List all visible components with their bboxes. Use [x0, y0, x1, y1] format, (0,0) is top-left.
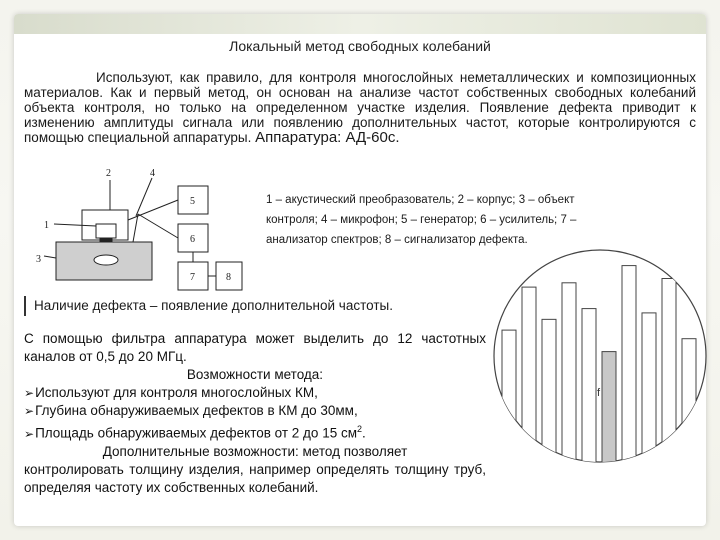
- apparatus-text: Аппаратура: АД-60с.: [255, 129, 400, 146]
- label-7: 7: [190, 272, 195, 283]
- transducer-tip: [100, 238, 112, 242]
- label-6: 6: [190, 234, 195, 245]
- decorative-header-band: [14, 14, 706, 34]
- capabilities-heading: Возможности метода:: [186, 367, 324, 382]
- bullet-area-sup: 2: [357, 424, 363, 434]
- defect-note: Наличие дефекта – появление дополнительной частоты.: [34, 298, 393, 313]
- housing: [82, 210, 128, 240]
- spectrum-bar: [582, 309, 596, 472]
- label-4: 4: [150, 168, 155, 179]
- spectrum-bar: [662, 279, 676, 473]
- capabilities-section: [24, 330, 486, 497]
- legend-line-1: 1 – акустический преобразователь; 2 – корпус; 3 – объект: [266, 194, 575, 206]
- extra-heading: Дополнительные возможности: метод позволяет: [102, 443, 408, 459]
- extra-text: контролировать толщину изделия, например определять толщину труб, определяя частоту их собственных колебаний.: [24, 461, 486, 495]
- filter-text: С помощью фильтра аппаратура может выделить до 12 частотных каналов от 0,5 до 20 МГц.: [24, 331, 486, 364]
- legend-line-3: анализатор спектров; 8 – сигнализатор дефекта.: [266, 234, 528, 246]
- intro-paragraph: [24, 70, 696, 145]
- bullet-area-text: Площадь обнаруживаемых дефектов от 2 до 15 см: [35, 425, 357, 441]
- spectrum-bar: [622, 266, 636, 472]
- label-5: 5: [190, 196, 195, 207]
- spectrum-bar: [522, 287, 536, 472]
- spectrum-bar: [642, 313, 656, 472]
- defect-ellipse: [94, 255, 118, 265]
- method-schematic: [36, 166, 246, 296]
- transducer: [96, 224, 116, 238]
- legend-line-2: контроля; 4 – микрофон; 5 – генератор; 6 – усилитель; 7 –: [266, 214, 577, 226]
- bullet-item-area: [24, 420, 486, 443]
- label-3: 3: [36, 254, 41, 265]
- intro-text: Используют, как правило, для контроля многослойных неметаллических и композиционных материалов. Как и первый метод, он основан на анализе частот собственных свободных колебаний объекта контроля, но только на определенном участке изделия. Появление дефекта приводит к изменению амплитуды сигнала или появлению дополнительных частот, которые контролируются с помощью специальной аппаратуры.: [24, 70, 696, 145]
- spectrum-bar: [602, 352, 616, 472]
- bullet-item: ➢ Используют для контроля многослойных КМ,: [24, 384, 486, 402]
- label-8: 8: [226, 272, 231, 283]
- bullet-item: ➢ Глубина обнаруживаемых дефектов в КМ до 30мм,: [24, 402, 486, 420]
- defect-note-marker: [24, 296, 26, 316]
- label-1: 1: [44, 220, 49, 231]
- spectrum-illustration: [484, 240, 716, 472]
- label-2: 2: [106, 168, 111, 179]
- frequency-axis-label: f: [597, 387, 601, 399]
- spectrum-bar: [502, 330, 516, 472]
- bullet-area-end: .: [362, 425, 366, 441]
- spectrum-bar: [562, 283, 576, 472]
- slide-title: Локальный метод свободных колебаний: [229, 38, 491, 54]
